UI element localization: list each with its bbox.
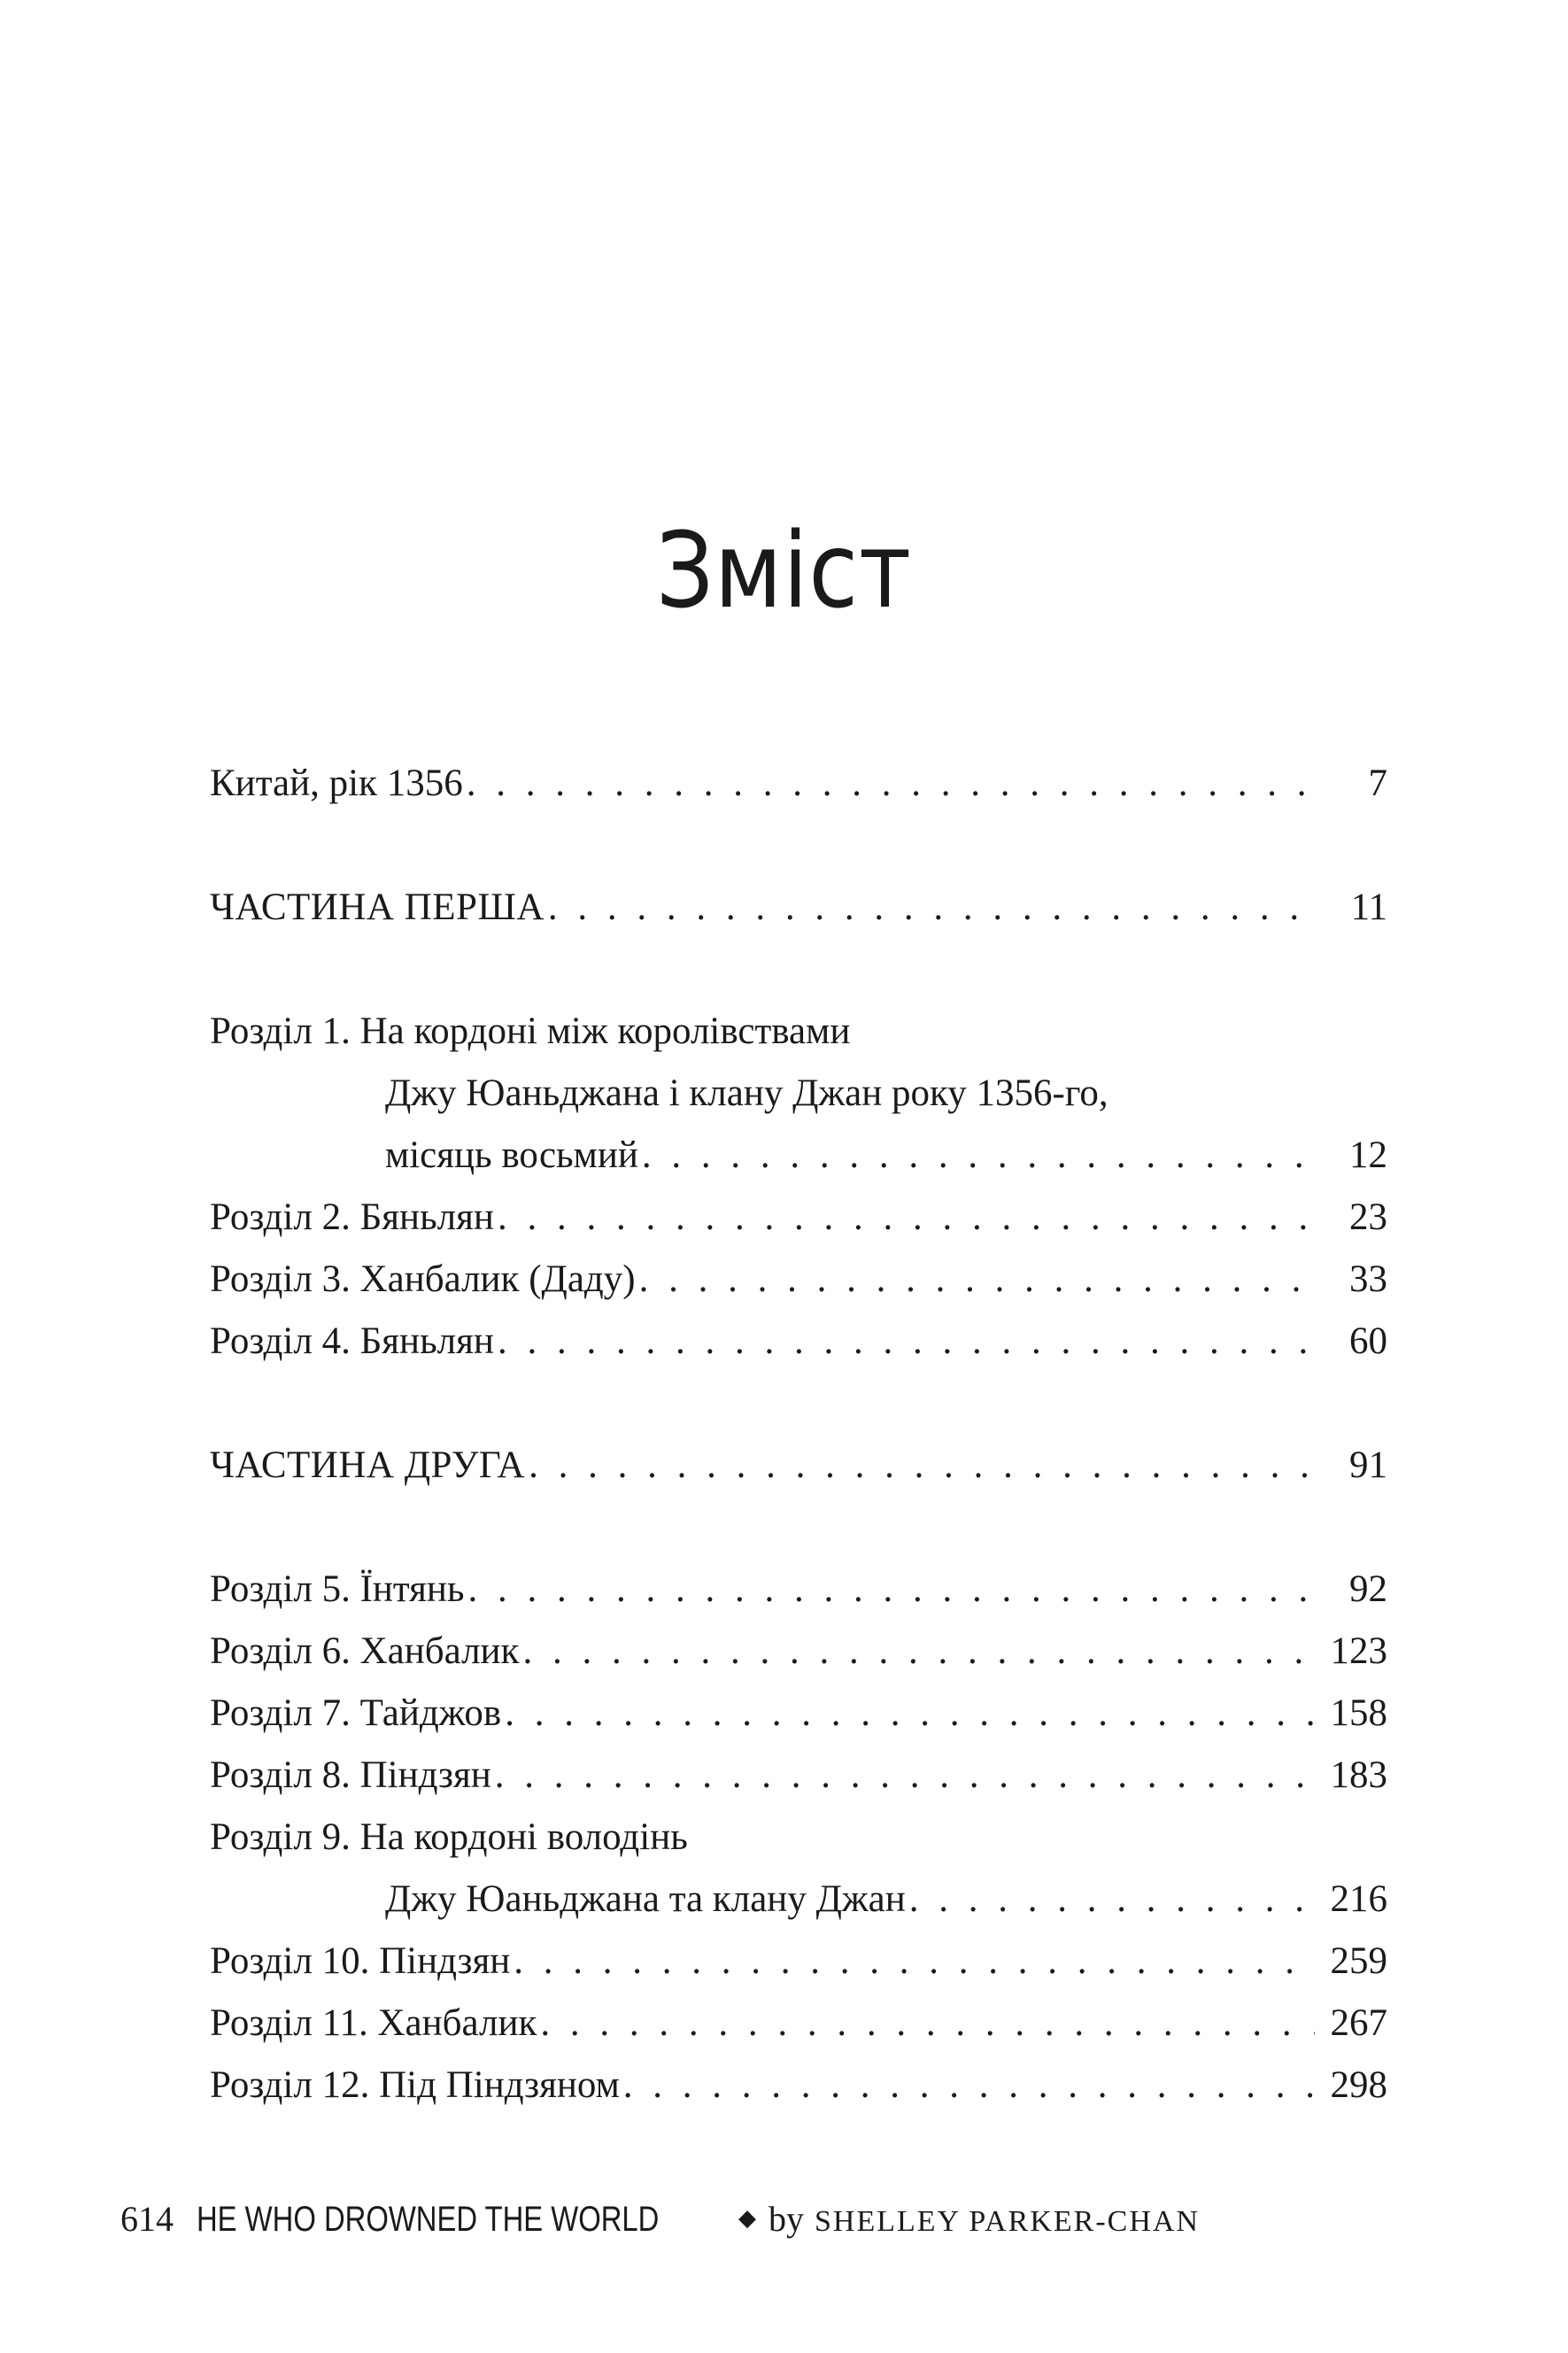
toc-entry-label: Розділ 11. Ханбалик [210,2002,537,2044]
toc-entry-chapter-4 [210,1315,1387,1368]
dot-leader [495,1749,1315,1802]
toc-entry-label: Розділ 5. Їнтянь [210,1568,465,1610]
book-title: HE WHO DROWNED THE WORLD [197,2200,660,2239]
toc-entry-page: 183 [1330,1754,1387,1796]
toc-entry-label: ЧАСТИНА ПЕРША [210,886,545,928]
page-title: Зміст [655,509,913,631]
toc-entry-page: 92 [1349,1568,1387,1610]
toc-entry-chapter-1 [385,1129,1387,1182]
toc-entry-label: ЧАСТИНА ДРУГА [210,1444,526,1486]
dot-leader [498,1191,1315,1244]
toc-entry-label: Розділ 8. Піндзян [210,1754,491,1796]
toc-entry-label: Розділ 2. Бяньлян [210,1196,494,1238]
toc-entry-chapter-10 [210,1935,1387,1988]
toc-entry-chapter-12 [210,2059,1387,2112]
toc-entry-label: Розділ 12. Під Піндзяном [210,2064,620,2106]
toc-entry-part-two [210,1439,1387,1492]
toc-entry-page: 7 [1368,762,1387,804]
toc-entry-label: Розділ 4. Бяньлян [210,1320,494,1362]
toc-entry-page: 23 [1349,1196,1387,1238]
toc-entry-label: Китай, рік 1356 [210,762,463,804]
toc-entry-page: 12 [1349,1134,1387,1176]
toc-entry-chapter-6 [210,1625,1387,1678]
toc-entry-page: 298 [1330,2064,1387,2106]
toc-entry-label: Розділ 6. Ханбалик [210,1630,520,1672]
running-footer [120,2193,1200,2246]
dot-leader [467,757,1315,810]
dot-leader [639,1253,1315,1306]
toc-entry-page: 91 [1349,1444,1387,1486]
dot-leader [522,1625,1315,1678]
dot-leader [514,1935,1315,1988]
toc-entry-chapter-7 [210,1687,1387,1740]
toc-entry-page: 259 [1330,1940,1387,1982]
toc-entry-chapter-9-line-1: Розділ 9. На кордоні володінь [210,1816,688,1858]
toc-entry-page: 158 [1330,1692,1387,1734]
toc-entry-page: 216 [1330,1878,1387,1920]
diamond-separator-icon: ◆ [738,2205,756,2231]
toc-entry-label: Розділ 7. Тайджов [210,1692,502,1734]
toc-entry-chapter-9 [385,1873,1387,1926]
toc-entry-page: 11 [1350,886,1387,928]
dot-leader [909,1873,1315,1926]
dot-leader [540,1997,1315,2050]
toc-entry-chapter-8 [210,1749,1387,1802]
toc-entry-prologue [210,757,1387,810]
dot-leader [642,1129,1315,1182]
toc-entry-page: 60 [1349,1320,1387,1362]
toc-entry-chapter-5 [210,1563,1387,1616]
dot-leader [468,1563,1315,1616]
toc-entry-part-one [210,881,1387,934]
dot-leader [505,1687,1315,1740]
toc-entry-label: Розділ 10. Піндзян [210,1940,511,1982]
toc-entry-label: Джу Юаньджана та клану Джан [385,1878,906,1920]
toc-entry-page: 123 [1330,1630,1387,1672]
toc-entry-label: Розділ 3. Ханбалик (Даду) [210,1258,636,1300]
toc-entry-label: місяць восьмий [385,1134,638,1176]
dot-leader [498,1315,1315,1368]
dot-leader [548,881,1315,934]
toc-entry-chapter-2 [210,1191,1387,1244]
toc-entry-page: 267 [1330,2002,1387,2044]
toc-entry-chapter-1-line-2: Джу Юаньджана і клану Джан року 1356-го, [385,1072,1108,1114]
dot-leader [623,2059,1315,2112]
toc-entry-chapter-1-line-1: Розділ 1. На кордоні між королівствами [210,1010,851,1052]
toc-entry-chapter-3 [210,1253,1387,1306]
author-name: SHELLEY PARKER-CHAN [815,2205,1201,2238]
dot-leader [529,1439,1315,1492]
toc-entry-chapter-11 [210,1997,1387,2050]
byline-by: by [769,2199,804,2239]
page-number: 614 [120,2199,174,2239]
toc-entry-page: 33 [1349,1258,1387,1300]
